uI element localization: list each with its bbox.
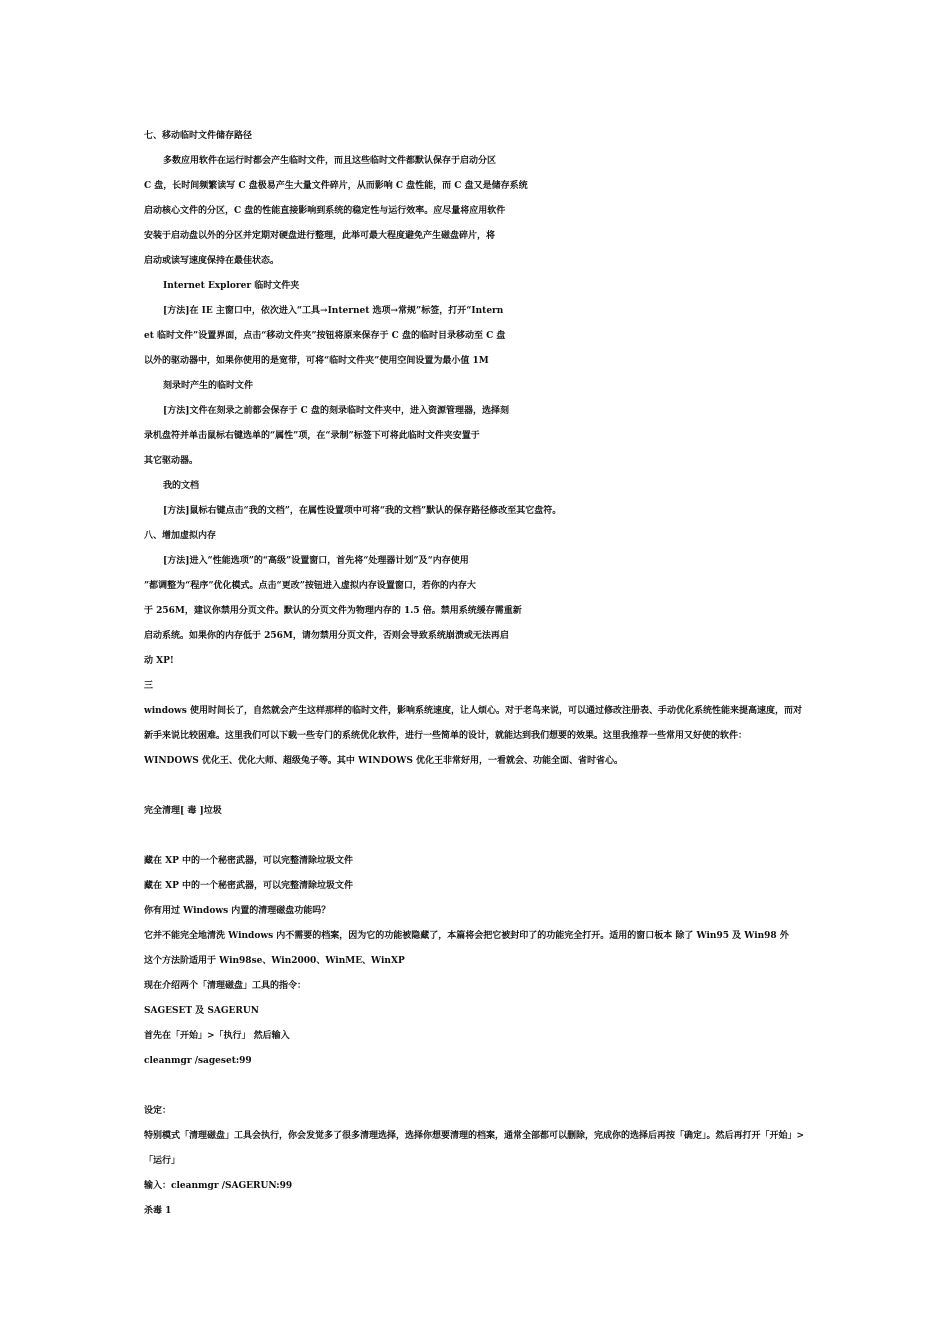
paragraph-line: 启动系统。如果你的内存低于 256M，请勿禁用分页文件，否则会导致系统崩溃或无法再启 bbox=[144, 631, 509, 641]
paragraph-line: [方法]鼠标右键点击“我的文档”，在属性设置项中可将“我的文档”默认的保存路径修改至其它盘符。 bbox=[163, 506, 562, 516]
paragraph-line: 录机盘符并单击鼠标右键选单的“属性”项，在“录制”标签下可将此临时文件夹安置于 bbox=[144, 431, 480, 441]
paragraph-line: et 临时文件”设置界面，点击“移动文件夹”按钮将原来保存于 C 盘的临时目录移动至 C 盘 bbox=[144, 331, 506, 341]
paragraph-line: 「运行」 bbox=[144, 1156, 181, 1166]
command-sagerun: 输入：cleanmgr /SAGERUN:99 bbox=[144, 1181, 293, 1191]
paragraph-line: WINDOWS 优化王、优化大师、超级兔子等。其中 WINDOWS 优化王非常好用，一看就会、功能全面、省时省心。 bbox=[144, 756, 623, 766]
paragraph-line: 这个方法阶适用于 Win98se、Win2000、WinME、WinXP bbox=[144, 956, 405, 966]
paragraph-line: ”都调整为“程序”优化模式。点击“更改”按钮进入虚拟内存设置窗口，若你的内存大 bbox=[144, 581, 476, 591]
subheading-my-documents: 我的文档 bbox=[163, 481, 200, 491]
paragraph-line: 启动或读写速度保持在最佳状态。 bbox=[144, 256, 280, 266]
section-number: 三 bbox=[144, 681, 154, 691]
paragraph-line: [方法]在 IE 主窗口中，依次进入“工具→Internet 选项→常规”标签，打开“Intern bbox=[163, 306, 504, 316]
paragraph-line: 首先在「开始」>「执行」 然后输入 bbox=[144, 1031, 290, 1041]
paragraph-line: 它并不能完全地清洗 Windows 内不需要的档案，因为它的功能被隐藏了，本篇将会把它被封印了的功能完全打开。适用的窗口板本 除了 Win95 及 Win98 外 bbox=[144, 931, 789, 941]
command-sageset: cleanmgr /sageset:99 bbox=[144, 1056, 252, 1066]
paragraph-line: 启动核心文件的分区，C 盘的性能直接影响到系统的稳定性与运行效率。应尽量将应用软件 bbox=[144, 206, 506, 216]
subheading-ie-temp: Internet Explorer 临时文件夹 bbox=[163, 281, 300, 291]
heading-full-cleanup: 完全清理[ 毒 ]垃圾 bbox=[144, 806, 222, 816]
paragraph-line: 于 256M，建议你禁用分页文件。默认的分页文件为物理内存的 1.5 倍。禁用系统缓存需重新 bbox=[144, 606, 522, 616]
paragraph-line: 以外的驱动器中，如果你使用的是宽带，可将“临时文件夹”使用空间设置为最小值 1M bbox=[144, 356, 489, 366]
paragraph-line: 新手来说比较困难。这里我们可以下载一些专门的系统优化软件，进行一些简单的设计，就能达到我们想要的效果。这里我推荐一些常用又好使的软件： bbox=[144, 731, 748, 741]
subheading-burn-temp: 刻录时产生的临时文件 bbox=[163, 381, 254, 391]
paragraph-line: 你有用过 Windows 内置的清理磁盘功能吗？ bbox=[144, 906, 331, 916]
paragraph-line: 其它驱动器。 bbox=[144, 456, 199, 466]
paragraph-line: [方法]进入“性能选项”的“高级”设置窗口，首先将“处理器计划”及“内存使用 bbox=[163, 556, 469, 566]
paragraph-line: C 盘，长时间频繁读写 C 盘极易产生大量文件碎片，从而影响 C 盘性能，而 C 盘又是储存系统 bbox=[144, 181, 528, 191]
paragraph-line: 藏在 XP 中的一个秘密武器，可以完整清除垃圾文件 bbox=[144, 856, 354, 866]
command-names: SAGESET 及 SAGERUN bbox=[144, 1006, 259, 1016]
paragraph-line: 动 XP! bbox=[144, 656, 174, 666]
paragraph-line: 藏在 XP 中的一个秘密武器，可以完整清除垃圾文件 bbox=[144, 881, 354, 891]
paragraph-line: windows 使用时间长了，自然就会产生这样那样的临时文件，影响系统速度，让人烦心。对于老鸟来说，可以通过修改注册表、手动优化系统性能来提高速度，而对 bbox=[144, 706, 802, 716]
heading-virtual-memory: 八、增加虚拟内存 bbox=[144, 531, 217, 541]
paragraph-line: 安装于启动盘以外的分区并定期对硬盘进行整理，此举可最大程度避免产生磁盘碎片，将 bbox=[144, 231, 496, 241]
paragraph-line: 现在介绍两个「清理磁盘」工具的指令： bbox=[144, 981, 307, 991]
paragraph-line: 多数应用软件在运行时都会产生临时文件，而且这些临时文件都默认保存于启动分区 bbox=[163, 156, 497, 166]
heading-move-temp-files: 七、移动临时文件储存路径 bbox=[144, 131, 253, 141]
paragraph-line: [方法]文件在刻录之前都会保存于 C 盘的刻录临时文件夹中，进入资源管理器，选择刻 bbox=[163, 406, 509, 416]
paragraph-line: 设定： bbox=[144, 1106, 172, 1116]
heading-antivirus: 杀毒 1 bbox=[144, 1206, 172, 1216]
paragraph-line: 特别模式「清理磁盘」工具会执行，你会发觉多了很多清理选择，选择你想要清理的档案，通常全部都可以删除，完成你的选择后再按「确定」。然后再打开「开始」> bbox=[144, 1131, 805, 1141]
